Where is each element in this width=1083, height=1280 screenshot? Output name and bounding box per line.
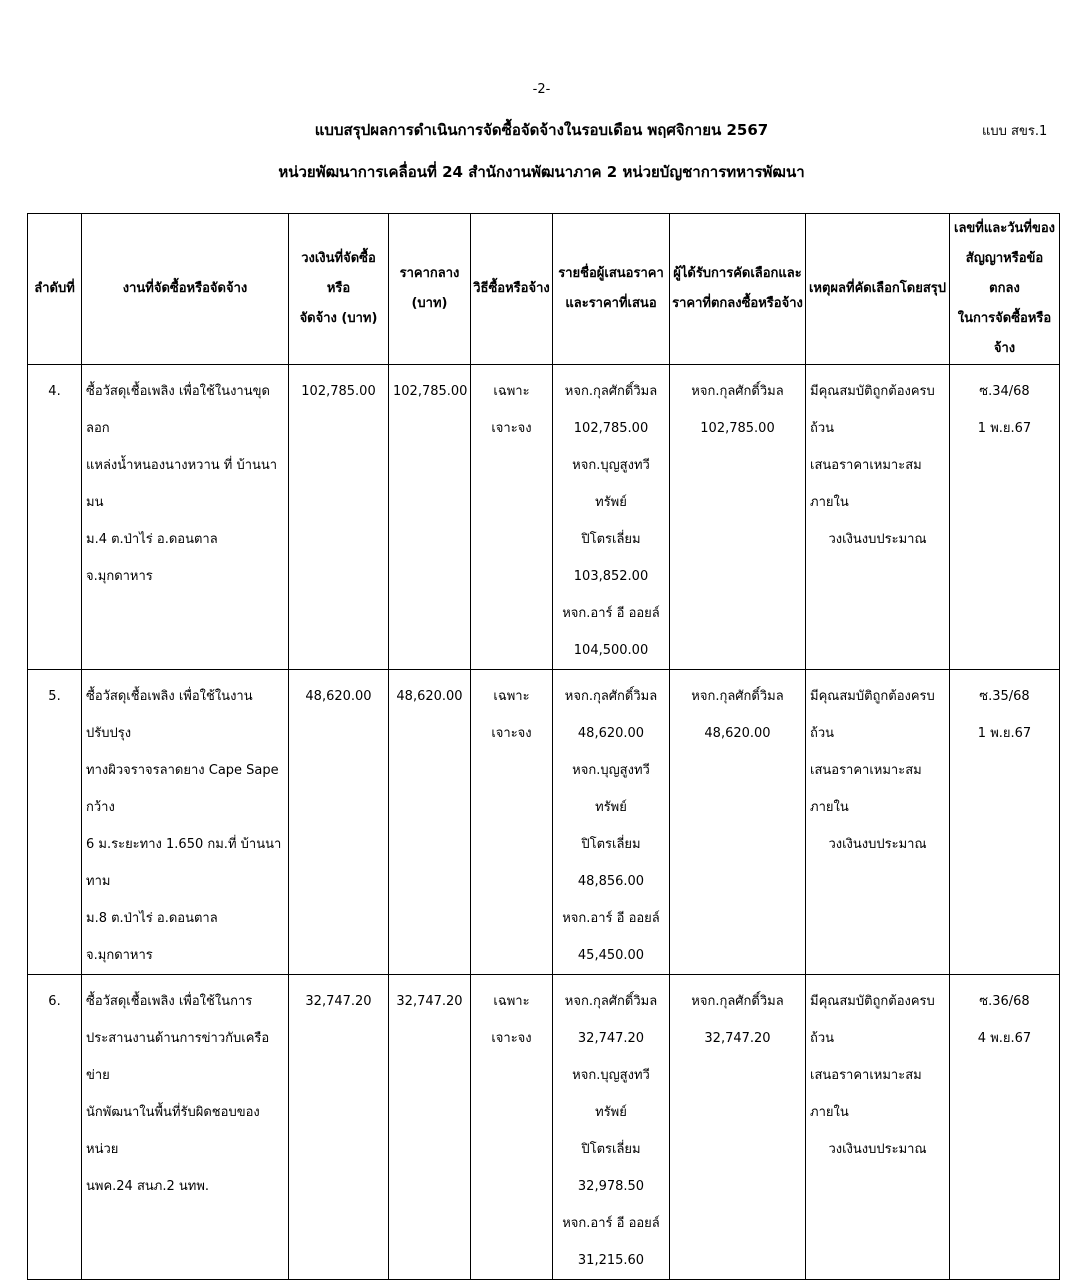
- row-median-price: 32,747.20: [389, 975, 471, 1280]
- row-contract: ซ.35/68 1 พ.ย.67: [950, 670, 1060, 975]
- row-selected: หจก.กุลศักดิ์วิมล 48,620.00: [670, 670, 806, 975]
- header-selected: ผู้ได้รับการคัดเลือกและ ราคาที่ตกลงซื้อหรือจ้าง: [670, 214, 806, 365]
- header-contract: เลขที่และวันที่ของ สัญญาหรือข้อตกลง ในการจัดซื้อหรือจ้าง: [950, 214, 1060, 365]
- document-title: แบบสรุปผลการดำเนินการจัดซื้อจัดจ้างในรอบเดือน พฤศจิกายน 2567: [314, 121, 769, 139]
- row-work: ซื้อวัสดุเชื้อเพลิง เพื่อใช้ในการ ประสานงานด้านการข่าวกับเครือข่าย นักพัฒนาในพื้นที่รับผิดชอบของหน่วย นพค.24 สนภ.2 นทพ.: [82, 975, 289, 1280]
- document-subtitle: หน่วยพัฒนาการเคลื่อนที่ 24 สำนักงานพัฒนาภาค 2 หน่วยบัญชาการทหารพัฒนา: [278, 163, 805, 181]
- header-reason: เหตุผลที่คัดเลือกโดยสรุป: [806, 214, 950, 365]
- row-method: เฉพาะเจาะจง: [471, 975, 553, 1280]
- table-row: [28, 670, 1060, 975]
- row-method: เฉพาะเจาะจง: [471, 365, 553, 670]
- row-no: 6.: [28, 975, 82, 1280]
- header-row: [28, 214, 1060, 365]
- row-work: ซื้อวัสดุเชื้อเพลิง เพื่อใช้ในงานขุดลอก แหล่งน้ำหนองนางหวาน ที่ บ้านนามน ม.4 ต.ป่าไร่ อ.ดอนตาล จ.มุกดาหาร: [82, 365, 289, 670]
- page-number: -2-: [532, 82, 551, 97]
- header-budget: วงเงินที่จัดซื้อหรือ จัดจ้าง (บาท): [289, 214, 389, 365]
- row-budget: 32,747.20: [289, 975, 389, 1280]
- row-no: 4.: [28, 365, 82, 670]
- row-reason: มีคุณสมบัติถูกต้องครบถ้วน เสนอราคาเหมาะสมภายใน วงเงินงบประมาณ: [806, 975, 950, 1280]
- row-median-price: 48,620.00: [389, 670, 471, 975]
- row-bidders: หจก.กุลศักดิ์วิมล 102,785.00 หจก.บุญสูงทวีทรัพย์ ปิโตรเลี่ยม 103,852.00 หจก.อาร์ อี ออยล์ 104,500.00: [553, 365, 670, 670]
- row-selected: หจก.กุลศักดิ์วิมล 32,747.20: [670, 975, 806, 1280]
- row-reason: มีคุณสมบัติถูกต้องครบถ้วน เสนอราคาเหมาะสมภายใน วงเงินงบประมาณ: [806, 365, 950, 670]
- header-median-price: ราคากลาง (บาท): [389, 214, 471, 365]
- row-median-price: 102,785.00: [389, 365, 471, 670]
- row-budget: 102,785.00: [289, 365, 389, 670]
- row-bidders: หจก.กุลศักดิ์วิมล 48,620.00 หจก.บุญสูงทวีทรัพย์ ปิโตรเลี่ยม 48,856.00 หจก.อาร์ อี ออยล์ 45,450.00: [553, 670, 670, 975]
- row-budget: 48,620.00: [289, 670, 389, 975]
- header-method: วิธีซื้อหรือจ้าง: [471, 214, 553, 365]
- row-bidders: หจก.กุลศักดิ์วิมล 32,747.20 หจก.บุญสูงทวีทรัพย์ ปิโตรเลี่ยม 32,978.50 หจก.อาร์ อี ออยล์ 31,215.60: [553, 975, 670, 1280]
- row-work: ซื้อวัสดุเชื้อเพลิง เพื่อใช้ในงานปรับปรุง ทางผิวจราจรลาดยาง Cape Sape กว้าง 6 ม.ระยะทาง 1.650 กม.ที่ บ้านนาทาม ม.8 ต.ป่าไร่ อ.ดอนตาล จ.มุกดาหาร: [82, 670, 289, 975]
- table-row: [28, 975, 1060, 1280]
- row-contract: ซ.34/68 1 พ.ย.67: [950, 365, 1060, 670]
- row-contract: ซ.36/68 4 พ.ย.67: [950, 975, 1060, 1280]
- header-work: งานที่จัดซื้อหรือจัดจ้าง: [82, 214, 289, 365]
- row-no: 5.: [28, 670, 82, 975]
- procurement-summary-table: [27, 213, 1060, 1280]
- header-bidders: รายชื่อผู้เสนอราคา และราคาที่เสนอ: [553, 214, 670, 365]
- row-reason: มีคุณสมบัติถูกต้องครบถ้วน เสนอราคาเหมาะสมภายใน วงเงินงบประมาณ: [806, 670, 950, 975]
- form-code: แบบ สขร.1: [982, 124, 1048, 139]
- row-selected: หจก.กุลศักดิ์วิมล 102,785.00: [670, 365, 806, 670]
- row-method: เฉพาะเจาะจง: [471, 670, 553, 975]
- header-no: ลำดับที่: [28, 214, 82, 365]
- table-row: [28, 365, 1060, 670]
